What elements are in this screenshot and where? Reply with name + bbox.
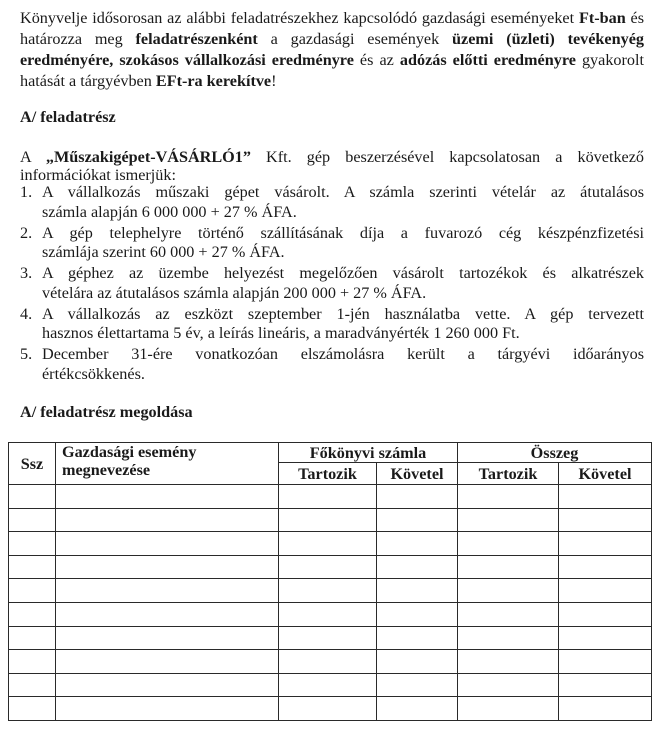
cell-ledger-credit[interactable] xyxy=(377,650,458,674)
cell-description[interactable] xyxy=(56,602,279,626)
cell-ledger-debit[interactable] xyxy=(279,697,377,721)
instruction-text: Könyvelje idősorosan az alábbi feladatrészekhez kapcsolódó gazdasági eseményeket xyxy=(20,9,579,27)
cell-description[interactable] xyxy=(56,626,279,650)
cell-ledger-credit[interactable] xyxy=(377,697,458,721)
ledger-table xyxy=(8,442,652,721)
instruction-text: a gazdasági események xyxy=(257,30,453,48)
cell-ledger-credit[interactable] xyxy=(377,602,458,626)
cell-ledger-debit[interactable] xyxy=(279,579,377,603)
column-header-ledger-credit: Követel xyxy=(377,463,458,485)
instruction-text: és az xyxy=(353,51,400,69)
column-header-ledger-debit: Tartozik xyxy=(279,463,377,485)
cell-ledger-debit[interactable] xyxy=(279,602,377,626)
cell-ssz[interactable] xyxy=(9,650,56,674)
table-row xyxy=(9,485,652,509)
ledger-body xyxy=(9,485,652,721)
cell-amount-credit[interactable] xyxy=(559,555,652,579)
item-text-line-2: számla alapján 6 000 000 + 27 % ÁFA. xyxy=(42,202,297,221)
cell-description[interactable] xyxy=(56,485,279,509)
column-header-amount-credit: Követel xyxy=(559,463,652,485)
cell-ledger-debit[interactable] xyxy=(279,555,377,579)
column-header-description: Gazdasági esemény megnevezése xyxy=(56,443,279,485)
cell-amount-debit[interactable] xyxy=(458,626,559,650)
event-list xyxy=(20,183,644,386)
cell-amount-debit[interactable] xyxy=(458,650,559,674)
cell-description[interactable] xyxy=(56,650,279,674)
table-row xyxy=(9,579,652,603)
item-text-line-1: A vállalkozás műszaki gépet vásárolt. A számla szerinti vételár az átutalásos xyxy=(42,183,644,201)
group-header-amount: Összeg xyxy=(458,443,652,463)
cell-description[interactable] xyxy=(56,508,279,532)
section-intro-paragraph xyxy=(20,148,644,184)
cell-ledger-credit[interactable] xyxy=(377,626,458,650)
cell-amount-debit[interactable] xyxy=(458,532,559,556)
task-instructions xyxy=(20,8,644,92)
event-item xyxy=(20,305,644,344)
cell-amount-credit[interactable] xyxy=(559,579,652,603)
table-row xyxy=(9,697,652,721)
company-name: „Műszakigépet-VÁSÁRLÓ1” xyxy=(45,148,251,166)
event-item xyxy=(20,224,644,263)
table-row xyxy=(9,626,652,650)
cell-amount-debit[interactable] xyxy=(458,697,559,721)
cell-ssz[interactable] xyxy=(9,626,56,650)
cell-amount-credit[interactable] xyxy=(559,650,652,674)
cell-ssz[interactable] xyxy=(9,508,56,532)
cell-amount-credit[interactable] xyxy=(559,532,652,556)
cell-ssz[interactable] xyxy=(9,673,56,697)
table-row xyxy=(9,673,652,697)
emphasis-text: feladatrészenként xyxy=(135,30,258,48)
cell-amount-debit[interactable] xyxy=(458,485,559,509)
cell-description[interactable] xyxy=(56,697,279,721)
instruction-text: gyakorolt hatását a tárgyévben xyxy=(20,51,644,90)
cell-amount-debit[interactable] xyxy=(458,673,559,697)
cell-amount-credit[interactable] xyxy=(559,626,652,650)
cell-amount-credit[interactable] xyxy=(559,508,652,532)
cell-ledger-credit[interactable] xyxy=(377,485,458,509)
cell-ssz[interactable] xyxy=(9,697,56,721)
cell-ssz[interactable] xyxy=(9,555,56,579)
column-header-ssz: Ssz xyxy=(9,443,56,485)
event-item xyxy=(20,264,644,303)
item-number: 1. xyxy=(20,183,33,201)
event-item xyxy=(20,183,644,222)
item-text-line-1: December 31-ére vonatkozóan elszámolásra került a tárgyévi időarányos xyxy=(42,345,644,363)
cell-ssz[interactable] xyxy=(9,532,56,556)
cell-description[interactable] xyxy=(56,532,279,556)
emphasis-text: üzemi (üzleti) tevékenyég eredményére, szokásos vállalkozási eredményre xyxy=(20,30,644,69)
instruction-text: ! xyxy=(271,72,277,90)
item-number: 2. xyxy=(20,223,33,242)
cell-ledger-credit[interactable] xyxy=(377,508,458,532)
paragraph-line-1: A „Műszakigépet-VÁSÁRLÓ1” Kft. gép beszerzésével kapcsolatosan a következő xyxy=(20,148,645,166)
item-text-line-2: vételára az átutalásos számla alapján 200 000 + 27 % ÁFA. xyxy=(42,283,427,302)
emphasis-text: EFt-ra kerekítve xyxy=(155,72,272,90)
item-text-line-1: A gép telephelyre történő szállításának díja a fuvarozó cég készpénzfizetési xyxy=(42,223,644,242)
item-number: 3. xyxy=(20,264,33,282)
item-text-line-1: A vállalkozás az eszközt szeptember 1-jén használatba vette. A gép tervezett xyxy=(42,304,644,323)
item-text-line-2: hasznos élettartama 5 év, a leírás lineáris, a maradványérték 1 260 000 Ft. xyxy=(42,324,520,342)
cell-ledger-debit[interactable] xyxy=(279,485,377,509)
column-header-amount-debit: Tartozik xyxy=(458,463,559,485)
table-row xyxy=(9,508,652,532)
cell-ssz[interactable] xyxy=(9,579,56,603)
cell-description[interactable] xyxy=(56,579,279,603)
item-number: 4. xyxy=(20,304,33,323)
cell-amount-debit[interactable] xyxy=(458,579,559,603)
cell-amount-debit[interactable] xyxy=(458,555,559,579)
cell-description[interactable] xyxy=(56,673,279,697)
item-number: 5. xyxy=(20,345,33,363)
cell-ssz[interactable] xyxy=(9,602,56,626)
cell-amount-credit[interactable] xyxy=(559,697,652,721)
table-row xyxy=(9,650,652,674)
instruction-text: és határozza meg xyxy=(20,9,645,48)
item-text-line-2: számlája szerint 60 000 + 27 % ÁFA. xyxy=(42,243,285,261)
paragraph-line-2: információkat ismerjük: xyxy=(20,166,176,184)
cell-ssz[interactable] xyxy=(9,485,56,509)
emphasis-text: Ft-ban xyxy=(578,9,626,27)
cell-description[interactable] xyxy=(56,555,279,579)
emphasis-text: adózás előtti eredményre xyxy=(399,51,576,69)
cell-amount-debit[interactable] xyxy=(458,508,559,532)
cell-ledger-debit[interactable] xyxy=(279,626,377,650)
table-row xyxy=(9,532,652,556)
cell-ledger-credit[interactable] xyxy=(377,673,458,697)
cell-ledger-credit[interactable] xyxy=(377,579,458,603)
table-row xyxy=(9,602,652,626)
group-header-ledger-account: Főkönyvi számla xyxy=(279,443,458,463)
cell-amount-credit[interactable] xyxy=(559,485,652,509)
cell-ledger-debit[interactable] xyxy=(279,650,377,674)
cell-ledger-credit[interactable] xyxy=(377,532,458,556)
solution-heading: A/ feladatrész megoldása xyxy=(20,403,193,421)
item-text-line-2: értékcsökkenés. xyxy=(42,364,145,383)
item-text-line-1: A géphez az üzembe helyezést megelőzően vásárolt tartozékok és alkatrészek xyxy=(42,264,644,282)
event-item xyxy=(20,345,644,384)
cell-ledger-debit[interactable] xyxy=(279,508,377,532)
cell-ledger-debit[interactable] xyxy=(279,673,377,697)
cell-amount-credit[interactable] xyxy=(559,673,652,697)
table-row xyxy=(9,555,652,579)
cell-ledger-debit[interactable] xyxy=(279,532,377,556)
cell-amount-debit[interactable] xyxy=(458,602,559,626)
cell-amount-credit[interactable] xyxy=(559,602,652,626)
section-heading: A/ feladatrész xyxy=(20,108,116,126)
cell-ledger-credit[interactable] xyxy=(377,555,458,579)
